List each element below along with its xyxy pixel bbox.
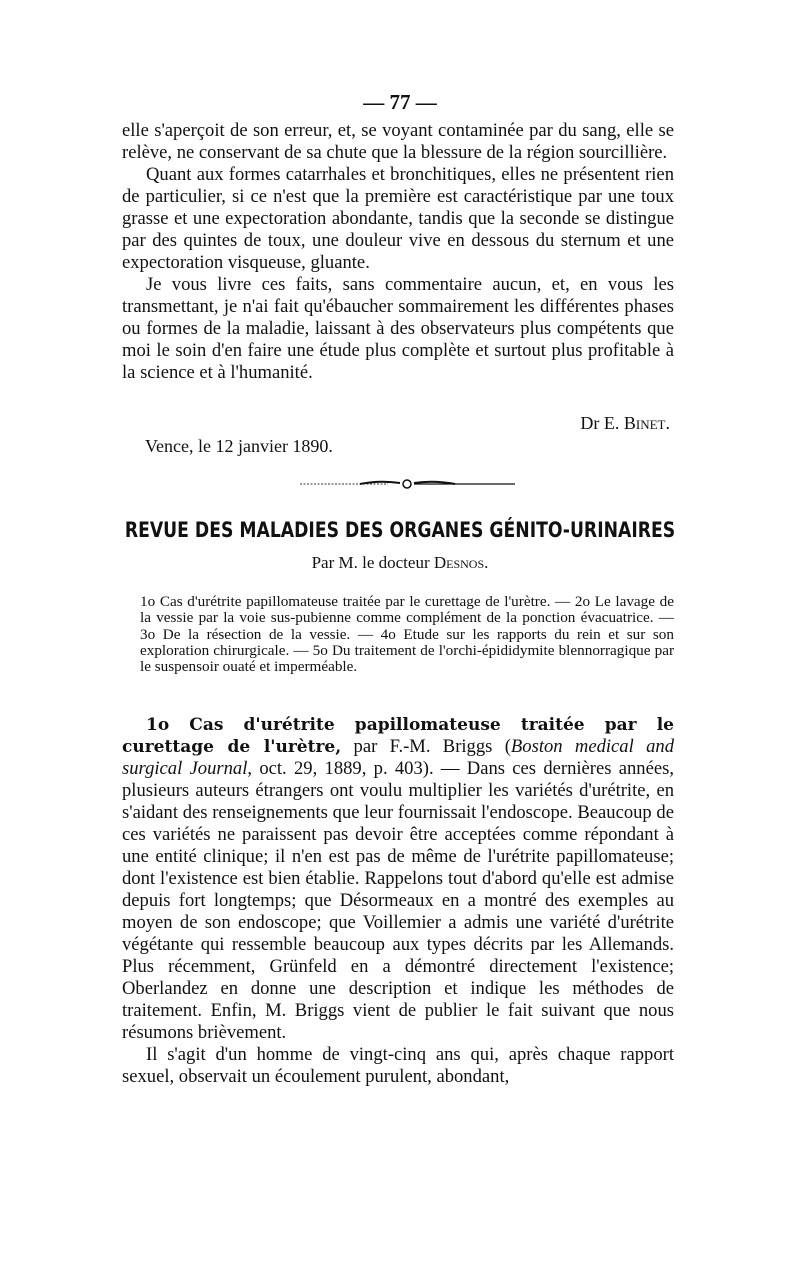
section-summary: 1o Cas d'urétrite papillomateuse traitée par le curettage de l'urètre. — 2o Le lavage de la vessie par la voie sus-pubienne comme complément de la ponction évacuatrice. — 3o De la résection de la vessie. — 4o Etude sur les rapports du rein et sur son exploration chirurgicale. — 5o Du traitement de l'orchi-épididymite blennorragique par le suspensoir ouaté et imperméable. xyxy=(140,593,674,676)
upper-text-block xyxy=(122,120,674,384)
byline-prefix: Par M. le docteur xyxy=(311,553,430,572)
article-body: Dans ces dernières années, plusieurs auteurs étrangers ont voulu multiplier les variétés d'urétrite, en s'aidant des renseignements que leur fournissait l'endoscope. Beaucoup de ces variétés ne paraissent pas devoir être acceptées comme répondant à une entité clinique; il n'en est pas de même de l'urétrite papillomateuse; dont l'existence est bien établie. Rappelons tout d'abord qu'elle est admise depuis fort longtemps; que Désormeaux en a montré des exemples au moyen de son endoscope; que Voillemier a admis une variété d'urétrite végétante qui ressemble beaucoup aux types décrits par les Allemands. Plus récemment, Grünfeld en a démontré directement l'existence; Oberlandez en donne une description et indique les méthodes de traitement. Enfin, M. Briggs vient de publier le fait suivant que nous résumons brièvement. xyxy=(122,758,674,1043)
section-divider-ornament xyxy=(300,477,515,491)
article-citation: , oct. 29, 1889, p. 403). — xyxy=(247,758,467,779)
article-block xyxy=(122,714,674,1088)
article-paragraph xyxy=(122,714,674,1044)
paragraph-2: Quant aux formes catarrhales et bronchitiques, elles ne présentent rien de particulier, si ce n'est que la première est caractéristique par une toux grasse et une expectoration abondante, tandis que la seconde se distingue par des quintes de toux, une douleur vive en dessous du sternum et une expectoration visqueuse, gluante. xyxy=(122,164,674,273)
dateline: Vence, le 12 janvier 1890. xyxy=(145,436,333,456)
paragraph-1: elle s'aperçoit de son erreur, et, se voyant contaminée par du sang, elle se relève, ne conservant de sa chute que la blessure de la région sourcillière. xyxy=(122,120,674,163)
signature xyxy=(580,413,670,434)
signature-title: Dr E. xyxy=(580,413,620,433)
article-paragraph-2: Il s'agit d'un homme de vingt-cinq ans qui, après chaque rapport sexuel, observait un écoulement purulent, abondant, xyxy=(122,1044,674,1087)
section-byline xyxy=(0,553,800,573)
signature-name: Binet. xyxy=(623,413,670,433)
section-heading: REVUE DES MALADIES DES ORGANES GÉNITO-URINAIRES xyxy=(124,518,676,542)
article-journal: Boston medical and surgical Journal xyxy=(122,736,674,779)
paragraph-3: Je vous livre ces faits, sans commentaire aucun, et, en vous les transmettant, je n'ai fait qu'ébaucher sommairement les différentes phases ou formes de la maladie, laissant à des observateurs plus compétents que moi le soin d'en faire une étude plus complète et surtout plus profitable à la science et à l'humanité. xyxy=(122,274,674,383)
article-title: 1o Cas d'urétrite papillomateuse traitée par le curettage de l'urètre, xyxy=(122,715,674,757)
byline-author: Desnos. xyxy=(433,553,489,572)
page-number: — 77 — xyxy=(363,90,437,114)
article-author: par F.-M. Briggs ( xyxy=(353,736,511,757)
